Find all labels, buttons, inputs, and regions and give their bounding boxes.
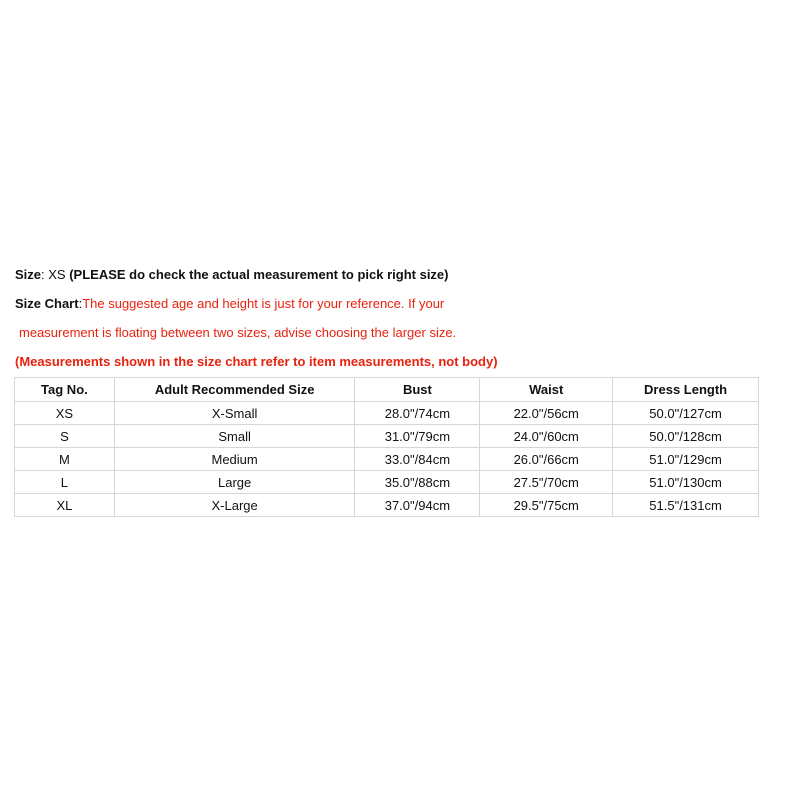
size-note: (PLEASE do check the actual measurement to pick right size) [69, 267, 449, 282]
cell-tag: XS [15, 402, 115, 425]
cell-size: Large [114, 471, 355, 494]
measurement-note: (Measurements shown in the size chart refer to item measurements, not body) [15, 354, 498, 369]
cell-bust: 35.0"/88cm [355, 471, 480, 494]
header-dress-length: Dress Length [613, 378, 759, 402]
header-adult-recommended-size: Adult Recommended Size [114, 378, 355, 402]
header-tag-no: Tag No. [15, 378, 115, 402]
cell-length: 51.0"/130cm [613, 471, 759, 494]
cell-size: X-Small [114, 402, 355, 425]
header-bust: Bust [355, 378, 480, 402]
size-line [15, 260, 785, 289]
header-waist: Waist [480, 378, 613, 402]
table-row [15, 494, 759, 517]
cell-waist: 27.5"/70cm [480, 471, 613, 494]
cell-size: Small [114, 425, 355, 448]
cell-waist: 26.0"/66cm [480, 448, 613, 471]
cell-length: 51.0"/129cm [613, 448, 759, 471]
cell-bust: 37.0"/94cm [355, 494, 480, 517]
cell-tag: S [15, 425, 115, 448]
cell-waist: 29.5"/75cm [480, 494, 613, 517]
size-chart-label: Size Chart [15, 296, 79, 311]
cell-tag: XL [15, 494, 115, 517]
cell-tag: M [15, 448, 115, 471]
size-chart-line-2 [15, 318, 785, 347]
size-chart-text-2: measurement is floating between two sizes, advise choosing the larger size. [19, 325, 457, 340]
cell-bust: 31.0"/79cm [355, 425, 480, 448]
cell-length: 51.5"/131cm [613, 494, 759, 517]
table-header-row [15, 378, 759, 402]
size-separator: : [41, 267, 49, 282]
size-value: XS [48, 267, 66, 282]
measurement-note-line [15, 347, 785, 376]
cell-length: 50.0"/128cm [613, 425, 759, 448]
cell-tag: L [15, 471, 115, 494]
cell-size: Medium [114, 448, 355, 471]
table-row [15, 402, 759, 425]
cell-waist: 24.0"/60cm [480, 425, 613, 448]
cell-size: X-Large [114, 494, 355, 517]
cell-bust: 33.0"/84cm [355, 448, 480, 471]
size-info-block [15, 260, 785, 376]
cell-length: 50.0"/127cm [613, 402, 759, 425]
size-chart-line [15, 289, 785, 318]
cell-waist: 22.0"/56cm [480, 402, 613, 425]
size-label: Size [15, 267, 42, 282]
table-row [15, 448, 759, 471]
table-row [15, 471, 759, 494]
table-row [15, 425, 759, 448]
size-chart-text-1: The suggested age and height is just for your reference. If your [82, 296, 445, 311]
size-chart-table [14, 377, 759, 517]
cell-bust: 28.0"/74cm [355, 402, 480, 425]
size-chart-separator: : [78, 296, 83, 311]
